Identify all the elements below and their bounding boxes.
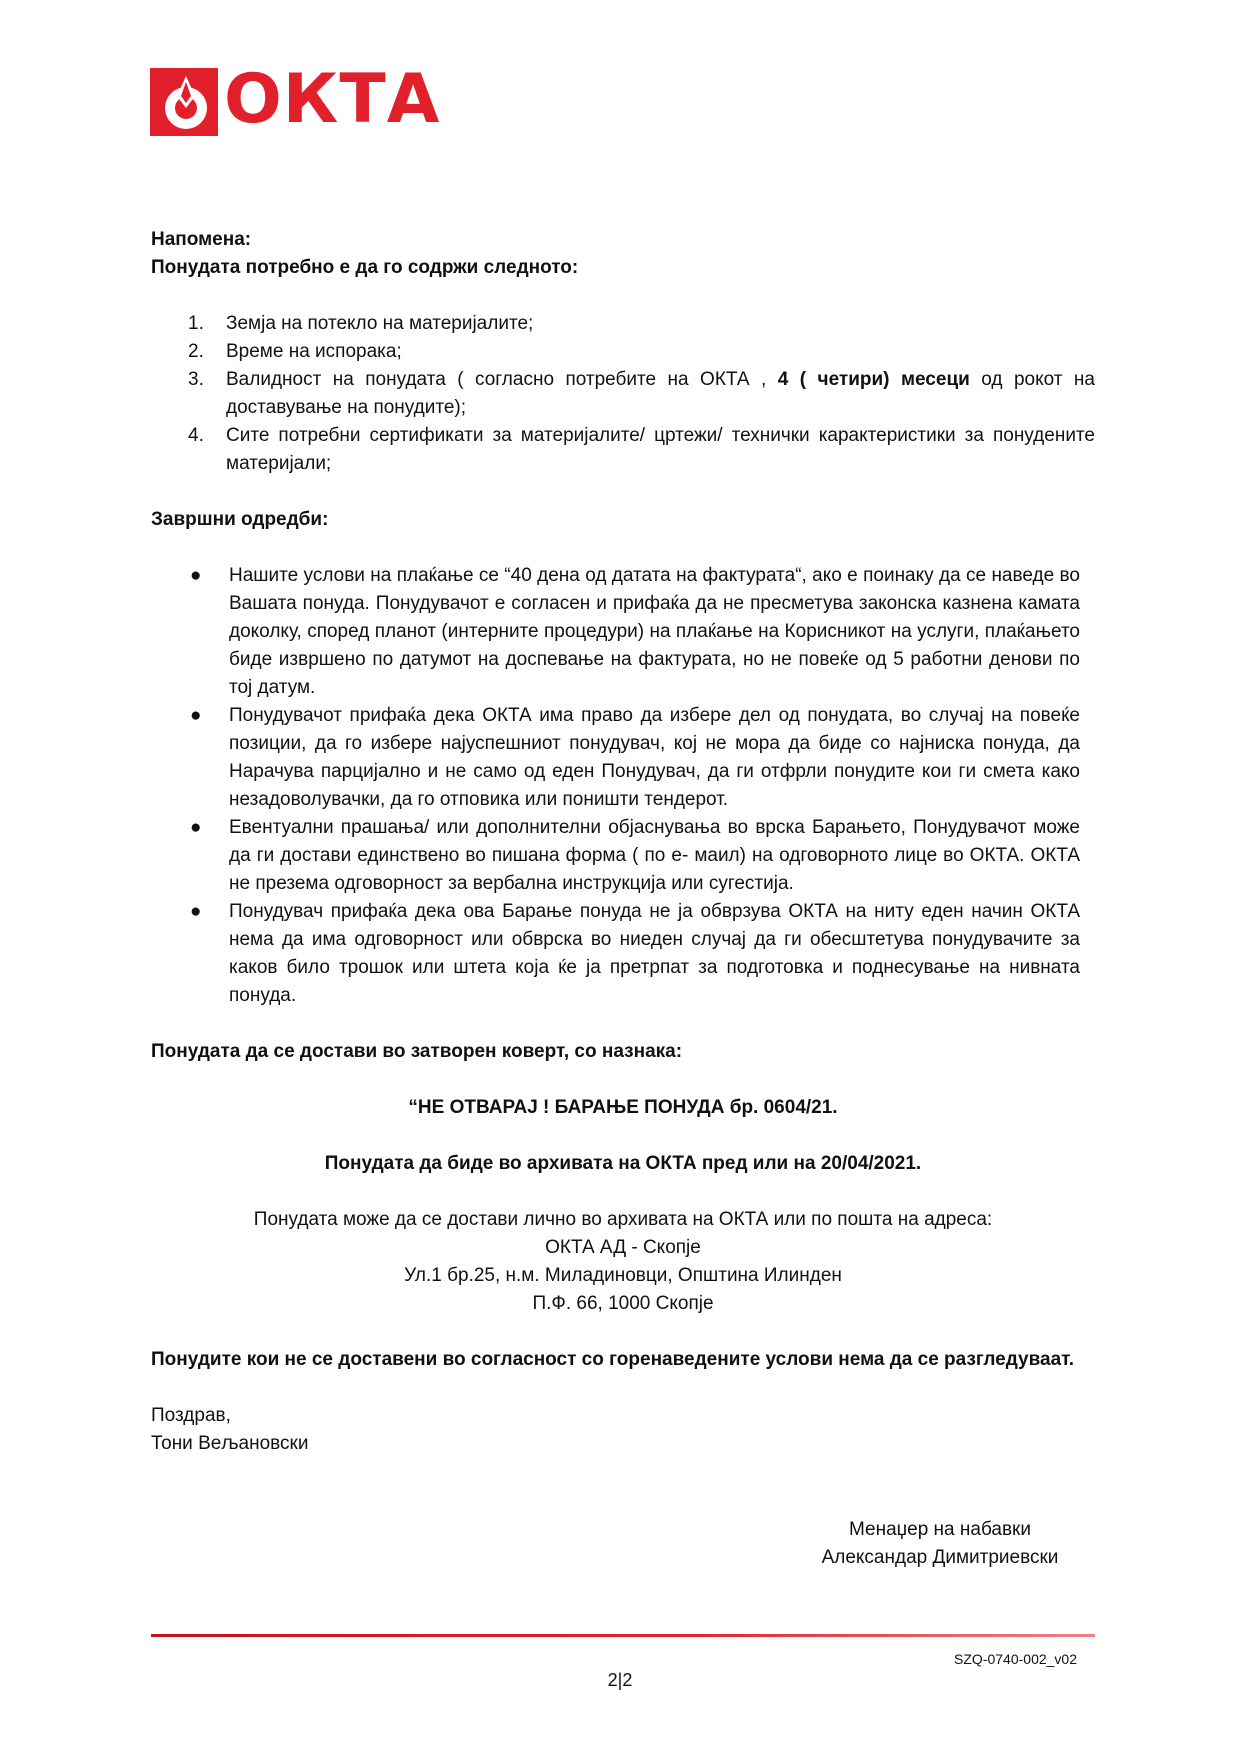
list-item bbox=[151, 422, 1095, 478]
letter-body bbox=[151, 226, 1095, 1458]
footer-divider bbox=[151, 1634, 1095, 1637]
list-item bbox=[151, 562, 1095, 702]
bullet-icon: ● bbox=[190, 565, 202, 586]
item-text: Сите потребни сертификати за материјалите/ цртежи/ технички карактеристики за понудените материјали; bbox=[226, 425, 1095, 474]
envelope-mark: “НЕ ОТВАРАЈ ! БАРАЊЕ ПОНУДА бр. 0604/21. bbox=[408, 1097, 838, 1118]
address-po-box: П.Ф. 66, 1000 Скопје bbox=[532, 1293, 714, 1314]
item-number: 1. bbox=[188, 313, 204, 334]
list-item bbox=[151, 898, 1095, 1010]
page-number: 2|2 bbox=[607, 1670, 633, 1690]
final-provisions-title: Завршни одредби: bbox=[151, 509, 329, 530]
list-item bbox=[151, 310, 1095, 338]
signatory-right-name: Александар Димитриевски bbox=[821, 1547, 1059, 1568]
bullet-icon: ● bbox=[190, 817, 202, 838]
rejection-warning: Понудите кои не се доставени во согласност со горенаведените услови нема да се разгледуваат. bbox=[151, 1349, 1075, 1370]
envelope-instruction: Понудата да се достави во затворен коверт, со назнака: bbox=[151, 1041, 683, 1062]
submission-deadline: Понудата да биде во архивата на ОКТА пред или на 20/04/2021. bbox=[324, 1153, 922, 1174]
list-item bbox=[151, 366, 1095, 422]
bullet-text: Понудувач прифаќа дека ова Барање понуда не ја обврзува ОКТА на ниту еден начин ОКТА нема да има одговорност или обврска во ниеден случај да ги обесштетува понудувачите за каков било трошок или штета која ќе ја претрпат за подготовка и поднесување на нивната понуда. bbox=[229, 901, 1080, 1006]
item-number: 2. bbox=[188, 341, 204, 362]
bullet-text: Евентуални прашања/ или дополнителни објаснувања во врска Барањето, Понудувачот може да ги достави единствено во пишана форма ( по е- маил) на одговорното лице во ОКТА. ОКТА не презема одговорност за вербална инструкција или сугестија. bbox=[229, 817, 1080, 894]
signatory-left-name: Тони Вељановски bbox=[151, 1433, 309, 1454]
provisions-list bbox=[151, 562, 1095, 1010]
okta-drop-icon bbox=[150, 68, 218, 136]
document-code: SZQ-0740-002_v02 bbox=[954, 1651, 1077, 1667]
item-number: 4. bbox=[188, 425, 204, 446]
bullet-text: Понудувачот прифаќа дека ОКТА има право да избере дел од понудата, во случај на повеќе позиции, да го избере најуспешниот понудувач, кој не мора да биде со најниска понуда, да Нарачува парцијално и не само од еден Понудувач, да ги отфрли понудите кои ги смета како незадоволувачки, да го отповика или поништи тендерот. bbox=[229, 705, 1080, 810]
item-text-bold: 4 ( четири) месеци bbox=[777, 369, 970, 390]
item-text: Време на испорака; bbox=[226, 341, 402, 362]
bullet-text: Нашите услови на плаќање се “40 дена од датата на фактурата“, ако е поинаку да се наведе во Вашата понуда. Понудувачот е согласен и прифаќа да не пресметува законска казнена камата доколку, според планот (интерните процедури) на плаќање на Корисникот на услуги, плаќањето биде извршено по датумот на доспевање на фактурата, но не повеќе од 5 работни денови по тој датум. bbox=[229, 565, 1080, 698]
item-text: Валидност на понудата ( согласно потребите на ОКТА , bbox=[226, 369, 778, 390]
list-item bbox=[151, 338, 1095, 366]
greeting: Поздрав, bbox=[151, 1405, 231, 1426]
item-text: Земја на потекло на материјалите; bbox=[226, 313, 534, 334]
okta-logo bbox=[150, 60, 441, 139]
address-street: Ул.1 бр.25, н.м. Миладиновци, Општина Илинден bbox=[404, 1265, 842, 1286]
note-subtitle: Понудата потребно е да го содржи следното: bbox=[151, 257, 579, 278]
bullet-icon: ● bbox=[190, 705, 202, 726]
signatory-right-title: Менаџер на набавки bbox=[848, 1519, 1031, 1540]
bullet-icon: ● bbox=[190, 901, 202, 922]
list-item bbox=[151, 814, 1095, 898]
list-item bbox=[151, 702, 1095, 814]
signature-block-right bbox=[790, 1516, 1090, 1572]
logo-wordmark: ОКТА bbox=[224, 60, 441, 139]
note-title: Напомена: bbox=[151, 229, 252, 250]
item-text-after: од рокот на доставување на понудите); bbox=[226, 369, 1095, 418]
item-number: 3. bbox=[188, 369, 204, 390]
requirements-list bbox=[151, 310, 1095, 478]
address-intro: Понудата може да се достави лично во архивата на ОКТА или по пошта на адреса: bbox=[253, 1209, 993, 1230]
address-company: ОКТА АД - Скопје bbox=[545, 1237, 701, 1258]
